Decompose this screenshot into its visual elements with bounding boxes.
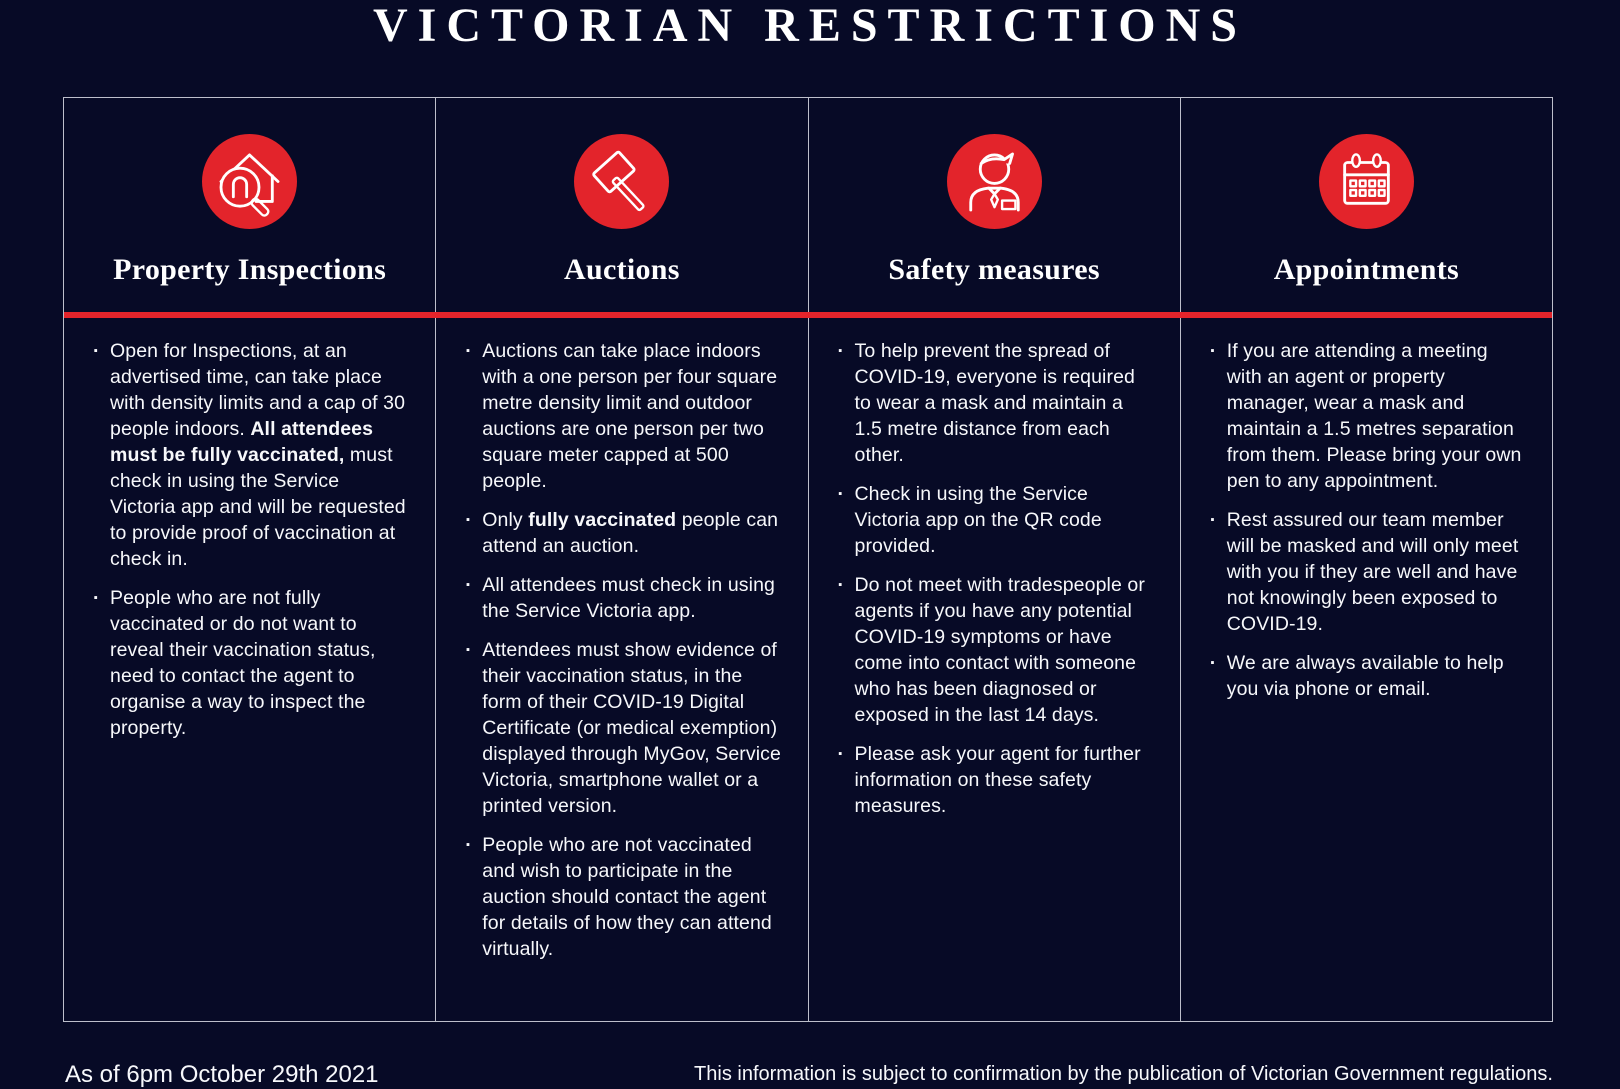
column-appointments — [1180, 98, 1552, 1021]
bullet-item: · Auctions can take place indoors with a one person per four square metre density limit and outdoor auctions are one person per two square meter capped at 500 people. — [482, 338, 781, 494]
bullet-list — [809, 338, 1180, 819]
accent-divider — [64, 312, 1552, 318]
bullet-item: · Open for Inspections, at an advertised time, can take place with density limits and a cap of 30 people indoors. All attendees must be fully vaccinated, must check in using the Service Victoria app and will be requested to provide proof of vaccination at check in. — [110, 338, 409, 572]
column-heading: Appointments — [1273, 253, 1460, 286]
column-header — [809, 98, 1180, 318]
house-magnifier-icon — [202, 134, 297, 229]
column-auctions — [435, 98, 807, 1021]
disclaimer-text: This information is subject to confirmation by the publication of Victorian Government regulations. — [694, 1063, 1553, 1085]
bullet-item: · We are always available to help you via phone or email. — [1227, 650, 1526, 702]
column-property-inspections — [64, 98, 435, 1021]
bullet-item: · Please ask your agent for further information on these safety measures. — [855, 741, 1154, 819]
bullet-item: · Check in using the Service Victoria app on the QR code provided. — [855, 481, 1154, 559]
page-title: VICTORIAN RESTRICTIONS — [373, 0, 1247, 52]
gavel-icon — [574, 134, 669, 229]
as-of-date: As of 6pm October 29th 2021 — [65, 1061, 379, 1088]
bullet-item: · Attendees must show evidence of their vaccination status, in the form of their COVID-19 Digital Certificate (or medical exemption) displayed through MyGov, Service Victoria, smartphone wallet or a printed version. — [482, 637, 781, 819]
column-safety-measures — [808, 98, 1180, 1021]
bullet-list — [436, 338, 807, 962]
bullet-item: · People who are not vaccinated and wish to participate in the auction should contact the agent for details of how they can attend virtually. — [482, 832, 781, 962]
restrictions-table — [63, 97, 1553, 1022]
calendar-icon — [1319, 134, 1414, 229]
column-heading: Property Inspections — [113, 253, 387, 286]
bullet-list — [1181, 338, 1552, 702]
masked-agent-icon — [947, 134, 1042, 229]
column-header — [436, 98, 807, 318]
bullet-item: · Rest assured our team member will be masked and will only meet with you if they are well and have not knowingly been exposed to COVID-19. — [1227, 507, 1526, 637]
bullet-item: · All attendees must check in using the Service Victoria app. — [482, 572, 781, 624]
column-heading: Auctions — [564, 253, 680, 286]
bullet-item: · Do not meet with tradespeople or agents if you have any potential COVID-19 symptoms or have come into contact with someone who has been diagnosed or exposed in the last 14 days. — [855, 572, 1154, 728]
bullet-list — [64, 338, 435, 741]
bullet-item: · To help prevent the spread of COVID-19, everyone is required to wear a mask and maintain a 1.5 metre distance from each other. — [855, 338, 1154, 468]
bullet-item: · If you are attending a meeting with an agent or property manager, wear a mask and maintain a 1.5 metres separation from them. Please bring your own pen to any appointment. — [1227, 338, 1526, 494]
bullet-item: · Only fully vaccinated people can attend an auction. — [482, 507, 781, 559]
column-heading: Safety measures — [888, 253, 1100, 286]
column-header — [64, 98, 435, 318]
column-header — [1181, 98, 1552, 318]
bullet-item: · People who are not fully vaccinated or do not want to reveal their vaccination status, need to contact the agent to organise a way to inspect the property. — [110, 585, 409, 741]
